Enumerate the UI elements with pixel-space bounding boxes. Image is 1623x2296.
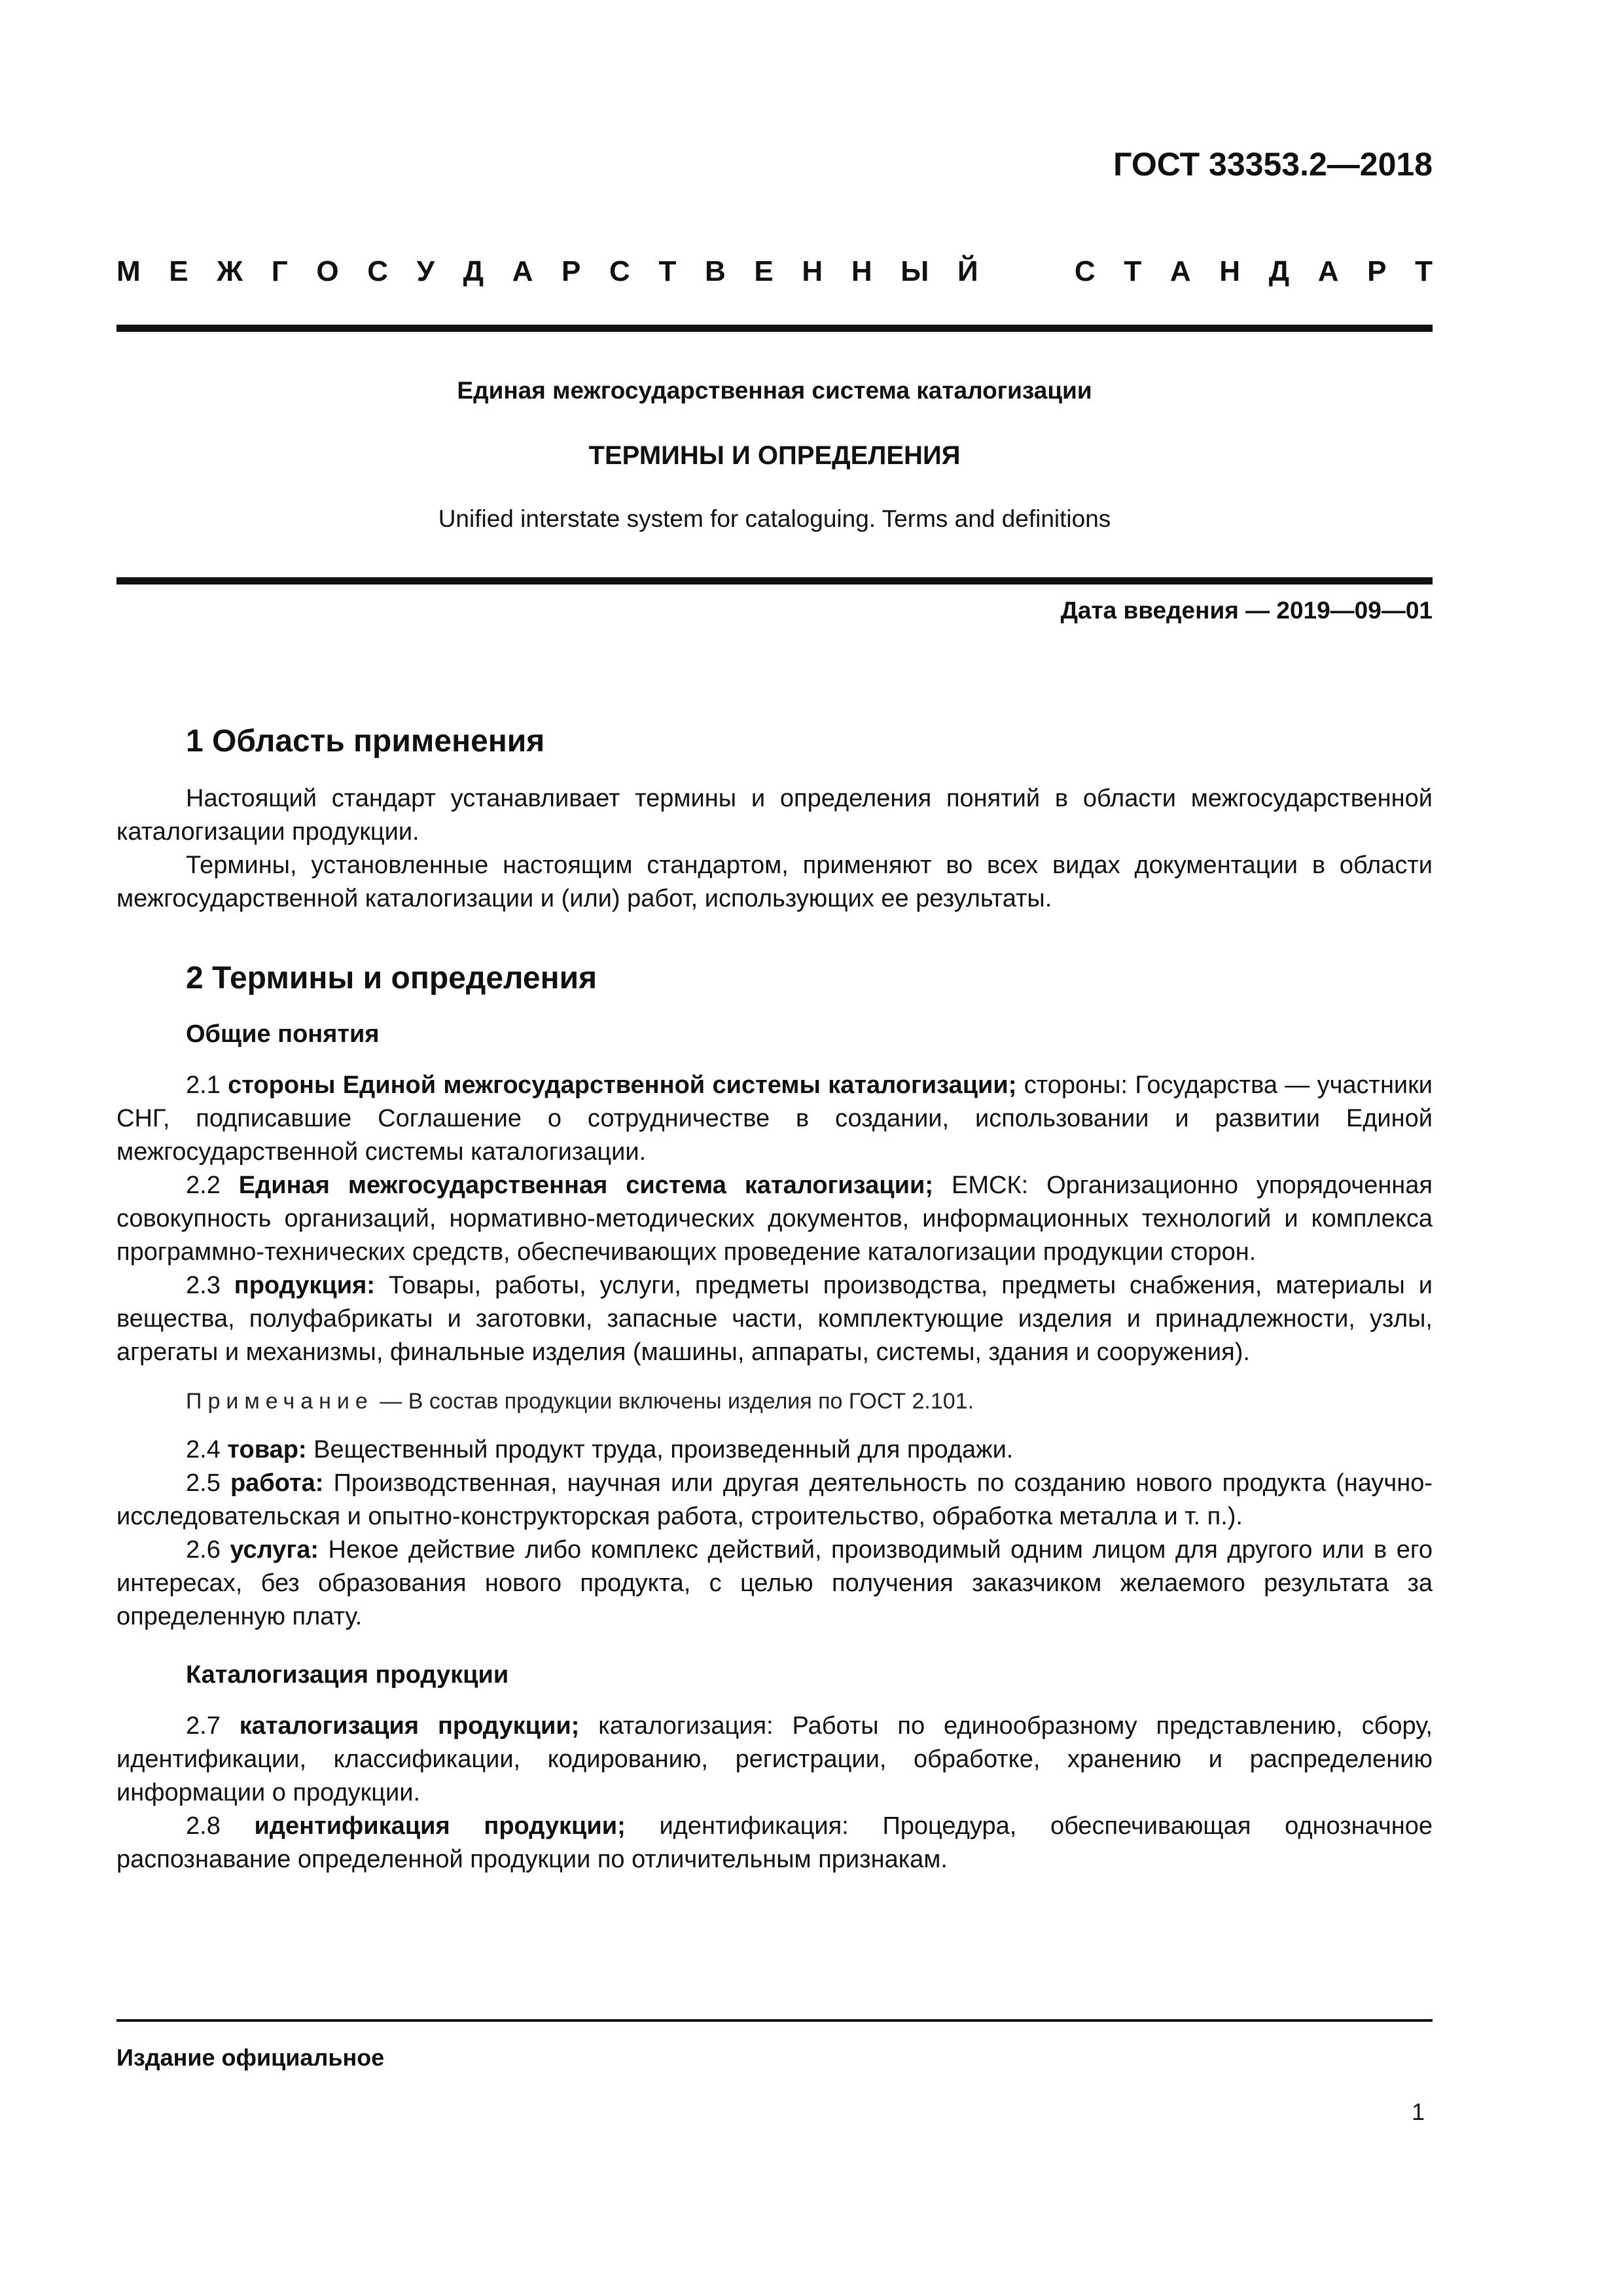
standard-code: ГОСТ 33353.2—2018 [1113,146,1433,183]
banner-letter: Р [1367,255,1387,287]
banner-letter: Т [658,255,677,287]
term-number: 2.4 [186,1436,221,1463]
term-entry [116,1433,1433,1467]
banner-letter: Н [851,255,872,287]
term-definition: Товары, работы, услуги, предметы производства, предметы снабжения, материалы и вещества, полуфабрикаты и заготовки, запасные части, комплектующие изделия и принадлежности, узлы, агрегаты и механизмы, финальные изделия (машины, аппараты, системы, здания и сооружения). [116,1272,1433,1366]
section-heading: 2 Термины и определения [186,961,597,996]
term-number: 2.1 [186,1071,221,1099]
banner-letter: Т [1124,255,1142,287]
term-definition: каталогизация: Работы по единообразному представлению, сбору, идентификации, классификации, кодированию, регистрации, обработке, хранению и распределению информации о продукции. [116,1712,1433,1806]
note-text: — В состав продукции включены изделия по ГОСТ 2.101. [373,1389,974,1414]
banner-letter: Т [1415,255,1433,287]
term-definition: идентификация: Процедура, обеспечивающая однозначное распознавание определенной продукции по отличительным признакам. [116,1812,1433,1873]
banner-letter: А [1169,255,1191,287]
term-number: 2.5 [186,1469,221,1497]
banner-letter: А [1317,255,1339,287]
banner-word-gap [1007,255,1046,288]
note-label: Примечание [186,1389,374,1414]
subsection-heading: Общие понятия [186,1020,380,1048]
section-heading: 1 Область применения [186,724,545,759]
banner-letter: С [1074,255,1096,287]
paragraph: Термины, установленные настоящим стандартом, применяют во всех видах документации в области межгосударственной каталогизации и (или) работ, использующих ее результаты. [116,852,1433,912]
divider-footer [116,2019,1433,2022]
note [116,1385,1433,1418]
term-name: каталогизация продукции; [239,1712,580,1740]
subsection-heading: Каталогизация продукции [186,1661,509,1689]
term-entry [116,1710,1433,1810]
term-number: 2.2 [186,1172,221,1199]
edition-label: Издание официальное [116,2044,385,2071]
document-title: ТЕРМИНЫ И ОПРЕДЕЛЕНИЯ [588,441,961,470]
document-body [116,722,1433,1876]
introduction-date: Дата введения — 2019—09—01 [1060,597,1433,624]
term-name: услуга: [230,1536,319,1564]
term-name: стороны Единой межгосударственной системы каталогизации; [228,1071,1017,1099]
banner-letter: Ж [217,255,243,287]
term-entry [116,1467,1433,1534]
banner-letter: У [416,255,435,287]
banner-letter: Е [754,255,774,287]
term-name: Единая межгосударственная система каталогизации; [238,1172,934,1199]
term-definition: ЕМСК: Организационно упорядоченная совокупность организаций, нормативно-методических документов, информационных технологий и комплекса программно-технических средств, обеспечивающих проведение каталогизации продукции сторон. [116,1172,1433,1266]
banner-letter: Д [1268,255,1290,287]
banner-letter: Е [169,255,188,287]
divider-middle [116,577,1433,584]
system-name: Единая межгосударственная система каталогизации [457,377,1092,404]
banner-letter: Ы [901,255,929,287]
term-definition: стороны: Государства — участники СНГ, подписавшие Соглашение о сотрудничестве в создании, использовании и развитии Единой межгосударственной системы каталогизации. [116,1071,1433,1166]
term-entry [116,1269,1433,1369]
banner-letter: Д [463,255,484,287]
banner-letter: Н [1219,255,1241,287]
banner-letter: В [705,255,726,287]
term-entry [116,1169,1433,1269]
banner-letter: Р [562,255,581,287]
banner-letter: Й [957,255,978,287]
term-entry [116,1810,1433,1876]
document-page [116,0,1433,2296]
banner-letter: А [512,255,533,287]
banner-letter: М [116,255,141,287]
interstate-standard-banner [116,255,1433,288]
banner-letter: Г [271,255,288,287]
term-name: работа: [230,1469,324,1497]
term-number: 2.7 [186,1712,221,1740]
banner-letter: С [367,255,388,287]
term-number: 2.3 [186,1272,221,1299]
term-definition: Некое действие либо комплекс действий, производимый одним лицом для другого или в его интересах, без образования нового продукта, с целью получения заказчиком желаемого результата за определенную плату. [116,1536,1433,1630]
term-number: 2.8 [186,1812,221,1840]
banner-letter: С [609,255,630,287]
term-number: 2.6 [186,1536,221,1564]
divider-top [116,325,1433,332]
term-name: продукция: [234,1272,375,1299]
term-name: товар: [227,1436,307,1463]
paragraph: Настоящий стандарт устанавливает термины и определения понятий в области межгосударственной каталогизации продукции. [116,785,1433,846]
term-entry [116,1069,1433,1169]
page-number: 1 [1411,2098,1425,2125]
term-definition: Производственная, научная или другая деятельность по созданию нового продукта (научно-исследовательская и опытно-конструкторская работа, строительство, обработка металла и т. п.). [116,1469,1433,1530]
document-title-en: Unified interstate system for cataloguing. Terms and definitions [438,505,1111,532]
banner-letter: Н [802,255,823,287]
term-name: идентификация продукции; [254,1812,626,1840]
term-entry [116,1534,1433,1634]
term-definition: Вещественный продукт труда, произведенный для продажи. [313,1436,1014,1463]
banner-letter: О [316,255,339,287]
